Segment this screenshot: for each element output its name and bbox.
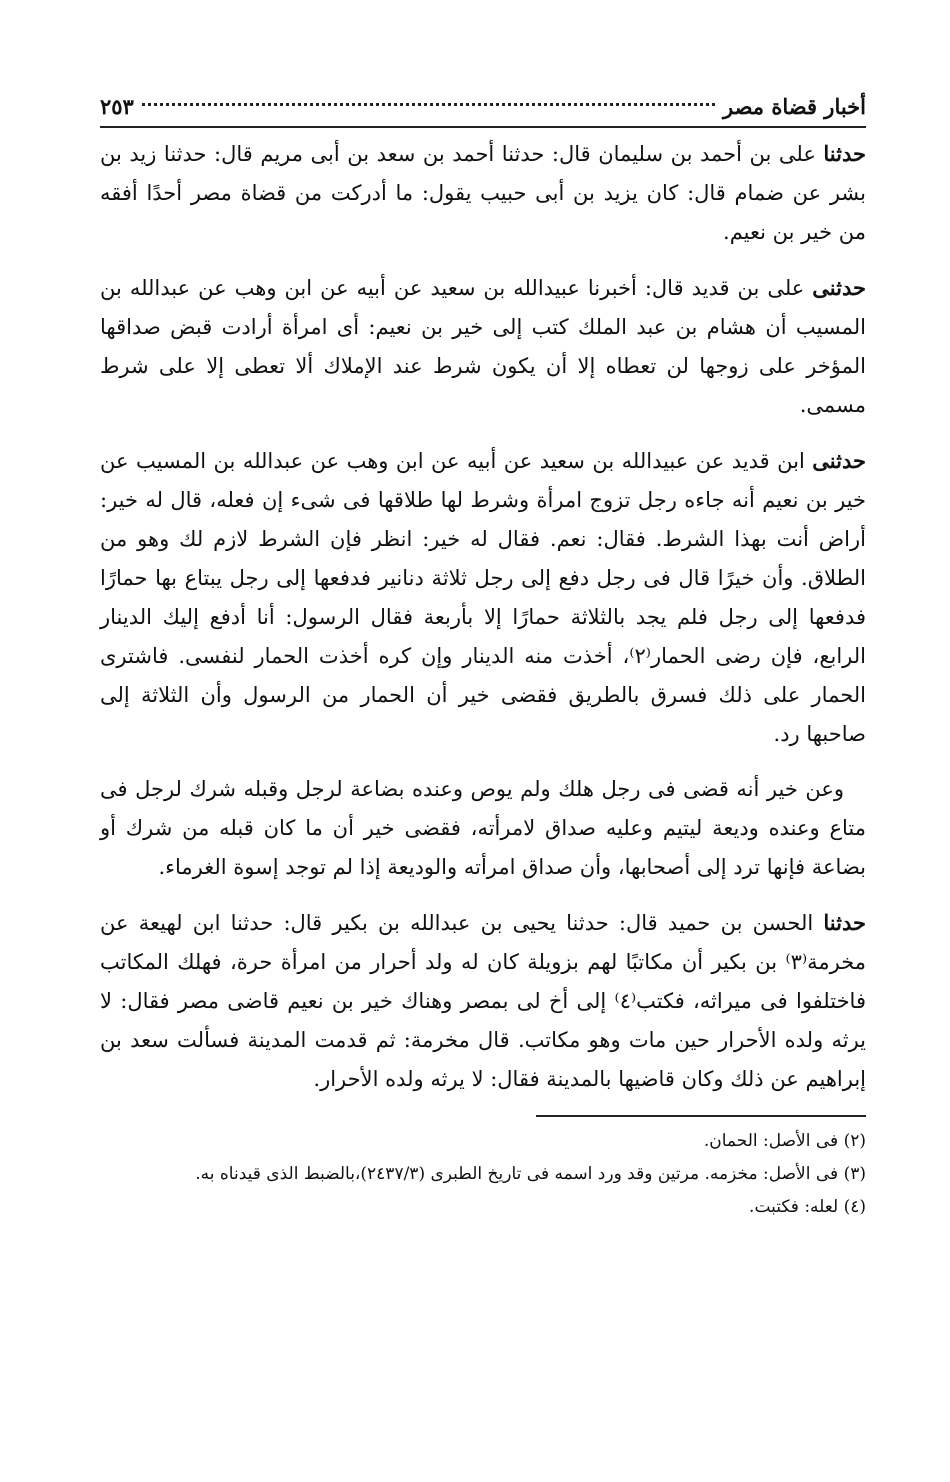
- footnote: (٢) فى الأصل: الحمان.: [703, 1131, 866, 1151]
- paragraph-lead: حدثنا: [823, 910, 866, 935]
- running-header: [100, 88, 866, 128]
- paragraph-text: على بن أحمد بن سليمان قال: حدثنا أحمد بن سعد بن أبى مريم قال: حدثنا زيد بن بشر عن ضمام قال: كان يزيد بن أبى حبيب يقول: ما أدركت من قضاة مصر أحدًا أفقه من خير بن نعيم.: [100, 142, 866, 244]
- paragraph: [100, 770, 866, 887]
- paragraph-lead: حدثنا: [823, 141, 866, 166]
- paragraph-text: الحسن بن حميد قال: حدثنا يحيى بن عبدالله بن بكير قال: حدثنا ابن لهيعة عن مخرمة⁽٣⁾ بن بكير أن مكاتبًا لهم بزويلة كان له ولد أحرار من امرأة حرة، فهلك المكاتب فاختلفوا فى ميراثه، فكتب⁽٤⁾ إلى أخ لى بمصر وهناك خير بن نعيم قاضى مصر فقال: لا يرثه ولده الأحرار حين مات وهو مكاتب. قال مخرمة: ثم قدمت المدينة فسألت سعد بن إبراهيم عن ذلك وكان قاضيها بالمدينة فقال: لا يرثه ولده الأحرار.: [100, 911, 866, 1091]
- paragraph-text: على بن قديد قال: أخبرنا عبيدالله بن سعيد عن أبيه عن ابن وهب عن عبدالله بن المسيب أن هشام بن عبد الملك كتب إلى خير بن نعيم: أى امرأة أرادت قبض صداقها المؤخر على زوجها لن تعطاه إلا أن يكون شرط عند الإملاك ألا تعطى إلا على شرط مسمى.: [100, 276, 866, 417]
- paragraph-text: ابن قديد عن عبيدالله بن سعيد عن أبيه عن ابن وهب عن عبدالله بن المسيب عن خير بن نعيم أنه جاءه رجل تزوج امرأة وشرط لها طلاقها فى شىء إن فعله، قال له خير: أراض أنت بهذا الشرط. فقال: نعم. فقال له خير: انظر فإن الشرط لازم لك وهو من الطلاق. وأن خيرًا قال فى رجل دفع إلى رجل ثلاثة دنانير فدفعها إلى رجل يبتاع بها حمارًا فدفعها إلى رجل فلم يجد بالثلاثة حمارًا إلا بأربعة فقال الرسول: أنا أدفع إليك الدينار الرابع، فإن رضى الحمار⁽٢⁾، أخذت منه الدينار وإن كره أخذت الحمار لنفسى. فاشترى الحمار على ذلك فسرق بالطريق فقضى خير أن الحمار من الرسول وأن الثلاثة إلى صاحبها رد.: [100, 449, 866, 746]
- book-page: [100, 88, 866, 1226]
- paragraph-text: وعن خير أنه قضى فى رجل هلك ولم يوص وعنده بضاعة لرجل وقبله شرك لرجل فى متاع وعنده وديعة ليتيم وعليه صداق لامرأته، فقضى خير أن ما كان قبله من شرك أو بضاعة فإنها ترد إلى أصحابها، وأن صداق امرأته والوديعة إذا لم توجد إسوة الغرماء.: [100, 777, 866, 879]
- paragraph: [100, 134, 866, 252]
- paragraph: [100, 268, 866, 425]
- page-number: ٢٥٣: [100, 94, 134, 119]
- paragraph-lead: حدثنى: [812, 448, 866, 473]
- paragraph: [100, 903, 866, 1099]
- footnote: (٤) لعله: فكتبت.: [749, 1197, 866, 1217]
- paragraph-lead: حدثنى: [812, 275, 866, 300]
- book-title: أخبار قضاة مصر: [722, 94, 866, 119]
- paragraph: [100, 441, 866, 754]
- leader-dots: [142, 103, 715, 106]
- footnote-separator: [536, 1115, 866, 1117]
- footnote: (٣) فى الأصل: مخزمه. مرتين وقد ورد اسمه فى تاريخ الطبرى (٢٤٣٧/٣)،بالضبط الذى قيدناه به.: [195, 1164, 866, 1184]
